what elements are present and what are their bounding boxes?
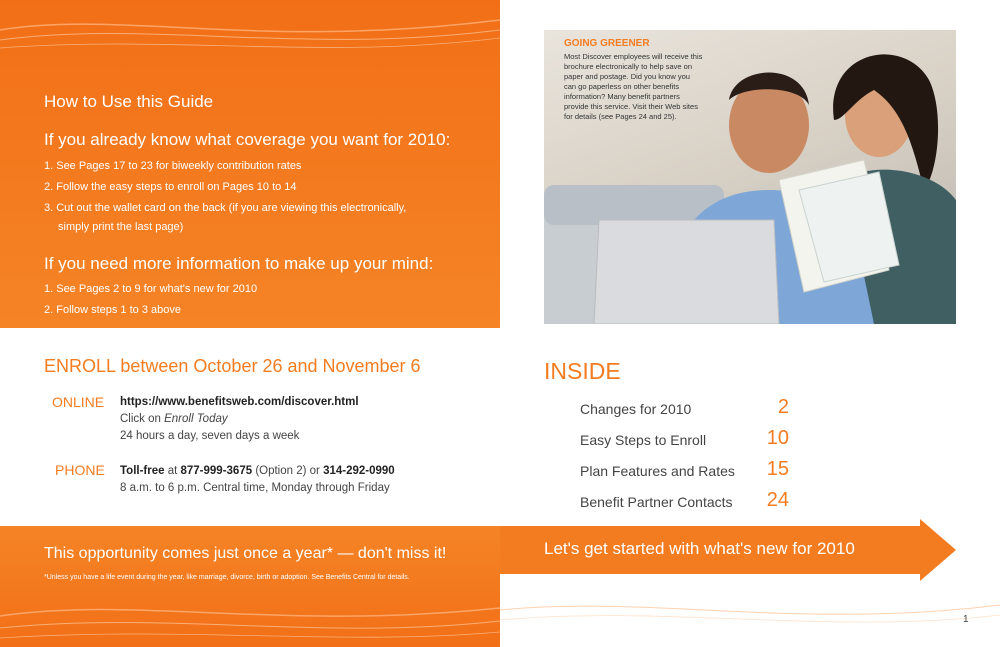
toc-item-plan-features[interactable]: Plan Features and Rates [580,463,735,479]
toc-page-plan-features: 15 [766,458,789,480]
know-coverage-list [44,156,406,236]
more-info-heading: If you need more information to make up your mind: [44,254,434,273]
phone-hours: 8 a.m. to 6 p.m. Central time, Monday through Friday [120,482,390,494]
phone-option: (Option 2) or [252,465,324,477]
tollfree-number[interactable]: 877-999-3675 [180,465,253,477]
opportunity-footnote: *Unless you have a life event during the year, like marriage, divorce, birth or adoption. See Benefits Central for details. [44,574,410,581]
list-item-text: 3. Cut out the wallet card on the back (if you are viewing this electronically, [44,202,407,214]
list-item: 1. See Pages 17 to 23 for biweekly contribution rates [44,160,302,172]
couple-photo [544,30,956,324]
list-item: 2. Follow steps 1 to 3 above [44,304,181,316]
phone-label: PHONE [55,462,105,478]
phone-line [120,463,395,480]
toc-item-enroll[interactable]: Easy Steps to Enroll [580,432,707,448]
opportunity-text: This opportunity comes just once a year* — don't miss it! [44,545,447,562]
enroll-today-text: Enroll Today [164,413,228,425]
cta-text[interactable]: Let's get started with what's new for 2010 [544,539,855,558]
inside-title: INSIDE [544,358,621,384]
local-number[interactable]: 314-292-0990 [323,465,395,477]
toc-page-partner-contacts: 24 [766,489,789,511]
list-item: 1. See Pages 2 to 9 for what's new for 2010 [44,283,258,295]
list-item: 2. Follow the easy steps to enroll on Pages 10 to 14 [44,181,297,193]
toc-item-changes[interactable]: Changes for 2010 [580,401,692,417]
know-coverage-heading: If you already know what coverage you want for 2010: [44,130,451,149]
more-info-list [44,279,257,321]
going-greener-title: GOING GREENER [564,38,650,49]
online-click-line [120,411,228,428]
toc-page-changes: 2 [777,396,789,418]
page-number: 1 [963,614,969,625]
online-url-text[interactable]: https://www.benefitsweb.com/discover.html [120,396,359,408]
click-prefix: Click on [120,413,165,425]
swoosh-decoration [0,586,500,647]
how-to-use-panel [0,0,500,328]
swoosh-decoration [0,0,500,60]
online-label: ONLINE [52,394,105,410]
online-url[interactable] [120,394,359,411]
opportunity-band [0,526,500,647]
going-greener-body: Most Discover employees will receive this brochure electronically to help save on paper and postage. Did you know you can go paperless on other benefits information? Many benefit partners provide this service. Visit their Web sites for details (see Pages 24 and 25). [564,52,703,121]
tollfree-label: Toll-free [120,465,165,477]
online-hours: 24 hours a day, seven days a week [120,430,300,442]
phone-at: at [164,465,181,477]
list-item [44,198,406,236]
list-item-continuation: simply print the last page) [58,221,184,233]
toc-page-enroll: 10 [766,427,789,449]
enroll-title: ENROLL between October 26 and November 6 [44,356,421,376]
guide-title: How to Use this Guide [44,92,214,111]
toc-item-partner-contacts[interactable]: Benefit Partner Contacts [580,494,733,510]
swoosh-decoration [500,590,1000,647]
